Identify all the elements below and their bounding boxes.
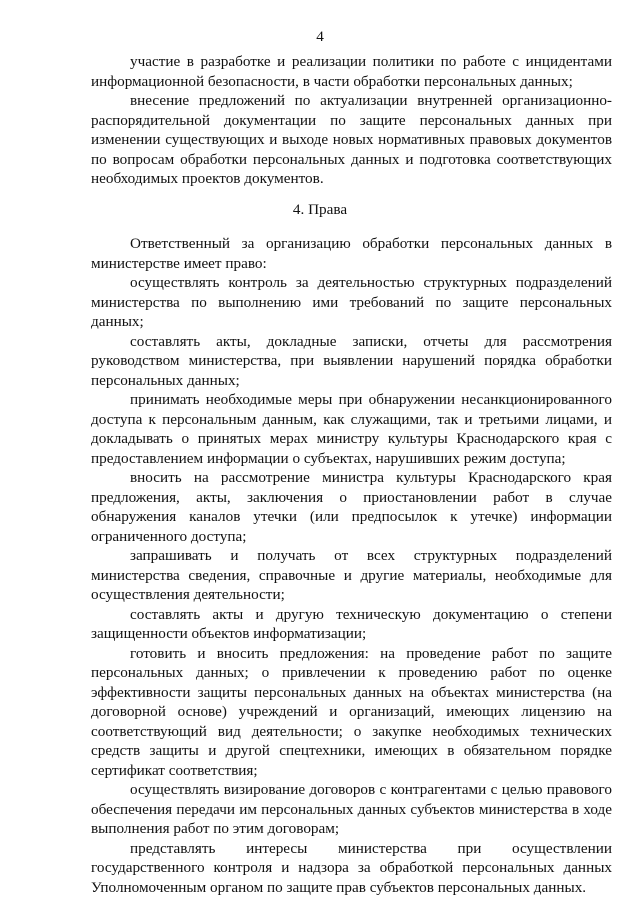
paragraph: готовить и вносить предложения: на проведение работ по защите персональных данных; о привлечении к проведению работ по оценке эффективности защиты персональных данных на объектах министерства (на договорной основе) учреждений и организаций, имеющих лицензию на соответствующий вид деятельности; о закупке необходимых технических средств защиты и другой спецтехники, имеющих в обязательном порядке сертификат соответствия; [91, 644, 612, 779]
paragraph: принимать необходимые меры при обнаружении несанкционированного доступа к персональным данным, как служащими, так и третьими лицами, и докладывать о принятых мерах министру культуры Краснодарского края с предоставлением информации о субъектах, нарушивших режим доступа; [91, 391, 612, 467]
top-text-block [91, 52, 612, 189]
paragraph: участие в разработке и реализации политики по работе с инцидентами информационной безопасности, в части обработки персональных данных; [91, 53, 612, 90]
page-number: 4 [316, 28, 324, 45]
paragraph: осуществлять визирование договоров с контрагентами с целью правового обеспечения передачи им персональных данных субъектов министерства в ходе выполнения работ по этим договорам; [91, 781, 612, 837]
paragraph: составлять акты и другую техническую документацию о степени защищенности объектов информатизации; [91, 605, 612, 642]
paragraph: вносить на рассмотрение министра культуры Краснодарского края предложения, акты, заключения о приостановлении работ в случае обнаружения каналов утечки (или предпосылок к утечке) информации ограниченного доступа; [91, 469, 612, 545]
paragraph: внесение предложений по актуализации внутренней организационно-распорядительной документации по защите персональных данных при изменении существующих и выходе новых нормативных правовых документов по вопросам обработки персональных данных и подготовка соответствующих необходимых проектов документов. [91, 92, 612, 187]
paragraph: составлять акты, докладные записки, отчеты для рассмотрения руководством министерства, при выявлении нарушений порядка обработки персональных данных; [91, 332, 612, 389]
paragraph: Ответственный за организацию обработки персональных данных в министерстве имеет право: [91, 235, 612, 272]
section-heading: 4. Права [292, 201, 348, 218]
rights-text-block [91, 234, 612, 897]
paragraph: представлять интересы министерства при осуществлении государственного контроля и надзора за обработкой персональных данных Уполномоченным органом по защите прав субъектов персональных данных. [91, 839, 612, 896]
paragraph: осуществлять контроль за деятельностью структурных подразделений министерства по выполнению ими требований по защите персональных данных; [91, 274, 612, 330]
paragraph: запрашивать и получать от всех структурных подразделений министерства сведения, справочные и другие материалы, необходимые для осуществления деятельности; [91, 547, 612, 603]
